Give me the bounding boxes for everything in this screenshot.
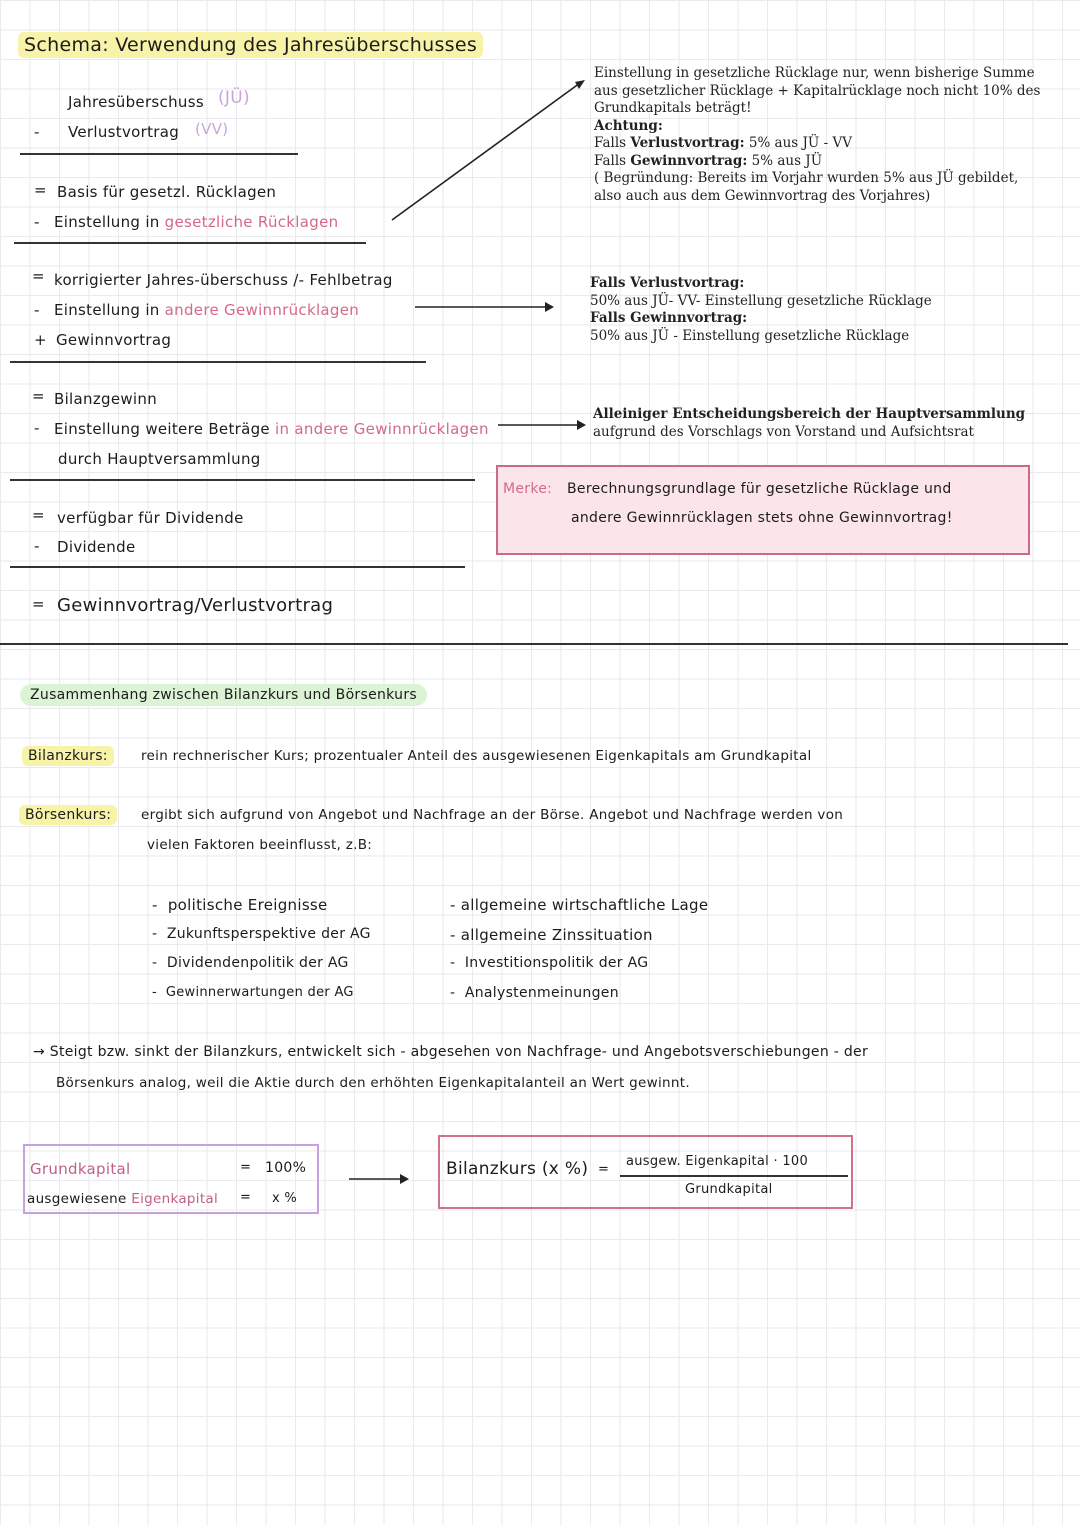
arrow-diagonal [392,83,580,220]
note-andere-ruecklagen [590,275,932,345]
item-bilanzgewinn: Bilanzgewinn [54,390,157,408]
factor-left-2: - Zukunftsperspektive der AG [152,926,371,942]
note1-line2: aus gesetzlicher Rücklage + Kapitalrücklage noch nicht 10% des [594,82,1041,99]
ausgewiesene-eigenkapital-label [27,1191,218,1207]
abbr-vv: (VV) [195,120,229,138]
item-gewinnvortrag: Gewinnvortrag [56,331,172,349]
box-eq2: = [240,1190,252,1205]
item-dividende: Dividende [57,538,136,556]
in-andere-gewinnruecklagen-text: in andere Gewinnrücklagen [275,420,489,438]
formula-eq: = [598,1162,610,1177]
merke-line1: Berechnungsgrundlage für gesetzliche Rücklage und [567,481,952,497]
merke-label: Merke: [503,481,553,497]
sign-minus-3: - [34,301,40,319]
sign-minus-4: - [34,419,40,437]
conclusion-line1: → Steigt bzw. sinkt der Bilanzkurs, entwickelt sich - abgesehen von Nachfrage- und Angebotsverschiebungen - der [33,1044,868,1060]
factor-right-4: - Analystenmeinungen [450,985,619,1001]
formula-numerator: ausgew. Eigenkapital · 100 [626,1154,809,1169]
note1-line3: Grundkapitals beträgt! [594,100,752,116]
einstellung-prefix: Einstellung in [54,213,160,231]
note1-line1: Einstellung in gesetzliche Rücklage nur, wenn bisherige Summe [594,65,1035,81]
sign-equals-5: = [32,595,45,613]
merke-line2: andere Gewinnrücklagen stets ohne Gewinnvortrag! [571,510,953,526]
grundkapital-label: Grundkapital [30,1160,131,1178]
item-korrigiert: korrigierter Jahres-überschuss /- Fehlbetrag [54,271,393,289]
note1-begruendung2: also auch aus dem Gewinnvortrag des Vorjahres) [594,187,931,204]
sign-minus-1: - [34,123,40,141]
note2-heading1: Falls Verlustvortrag: [590,275,745,291]
item-jahresueberschuss: Jahresüberschuss [68,93,204,111]
boersenkurs-label: Börsenkurs: [19,805,117,825]
einstellung-prefix-2: Einstellung in [54,301,160,319]
item-verfuegbar: verfügbar für Dividende [57,509,244,527]
andere-gewinnruecklagen-text: andere Gewinnrücklagen [164,301,360,319]
sign-plus: + [34,331,47,349]
note2-text2: 50% aus JÜ - Einstellung gesetzliche Rücklage [590,327,910,344]
item-verlustvortrag: Verlustvortrag [68,123,180,141]
arrow-korrigiert-head [545,302,554,312]
boersenkurs-line2: vielen Faktoren beeinflusst, z.B: [147,837,373,853]
factor-left-3: - Dividendenpolitik der AG [152,955,349,971]
bilanzkurs-definition: rein rechnerischer Kurs; prozentualer Anteil des ausgewiesenen Eigenkapitals am Grundkapital [141,748,812,764]
sign-minus-5: - [34,537,40,555]
factor-right-1: - allgemeine wirtschaftliche Lage [450,896,709,914]
note3-text: aufgrund des Vorschlags von Vorstand und Aufsichtsrat [593,423,974,440]
conclusion-line2: Börsenkurs analog, weil die Aktie durch den erhöhten Eigenkapitalanteil an Wert gewinnt. [56,1075,690,1091]
item-basis: Basis für gesetzl. Rücklagen [57,183,277,201]
schema-title: Schema: Verwendung des Jahresüberschusses [18,32,483,58]
item-durch-hauptversammlung: durch Hauptversammlung [58,450,261,468]
section2-title: Zusammenhang zwischen Bilanzkurs und Börsenkurs [20,684,427,706]
factor-left-4: - Gewinnerwartungen der AG [152,985,354,1000]
note1-falls-gewinn: Falls Gewinnvortrag: 5% aus JÜ [594,152,823,169]
sign-minus-2: - [34,213,40,231]
fraction-line [620,1175,848,1177]
box-eq1: = [240,1160,252,1175]
arrow-bilanzgewinn-head [577,420,586,430]
box-val1: 100% [265,1160,307,1176]
note-hauptversammlung [593,406,1025,441]
formula-denominator: Grundkapital [685,1182,773,1197]
note2-text1: 50% aus JÜ- VV- Einstellung gesetzliche Rücklage [590,292,932,309]
item-final: Gewinnvortrag/Verlustvortrag [57,595,334,616]
arrow-diagonal-head [575,80,585,89]
sign-equals-1: = [34,181,47,199]
box-val2: x % [272,1191,298,1206]
note2-heading2: Falls Gewinnvortrag: [590,310,748,326]
bilanzkurs-label: Bilanzkurs: [22,746,114,766]
einstellung-weitere-prefix: Einstellung weitere Beträge [54,420,270,438]
sign-equals-2: = [32,267,45,285]
note1-begruendung1: ( Begründung: Bereits im Vorjahr wurden 5% aus JÜ gebildet, [594,170,1019,186]
formula-arrow [347,1169,417,1189]
sign-equals-3: = [32,387,45,405]
note3-bold: Alleiniger Entscheidungsbereich der Hauptversammlung [593,406,1026,422]
sign-equals-4: = [32,506,45,524]
factor-right-2: - allgemeine Zinssituation [450,926,653,944]
note1-falls-verlust: Falls Verlustvortrag: 5% aus JÜ - VV [594,135,852,151]
gesetzliche-ruecklagen-text: gesetzliche Rücklagen [164,213,339,231]
abbr-jue: (JÜ) [218,88,250,108]
eigenkapital-pink: Eigenkapital [131,1191,219,1207]
boersenkurs-line1: ergibt sich aufgrund von Angebot und Nachfrage an der Börse. Angebot und Nachfrage werden von [141,807,844,823]
factor-right-3: - Investitionspolitik der AG [450,955,649,971]
note1-achtung: Achtung: [594,117,663,134]
section-divider [0,643,1068,645]
ausgewiesene-prefix: ausgewiesene [27,1191,127,1207]
note-gesetzliche-ruecklage [594,65,1040,205]
formula-lhs: Bilanzkurs (x %) [446,1159,589,1179]
factor-left-1: - politische Ereignisse [152,896,328,914]
